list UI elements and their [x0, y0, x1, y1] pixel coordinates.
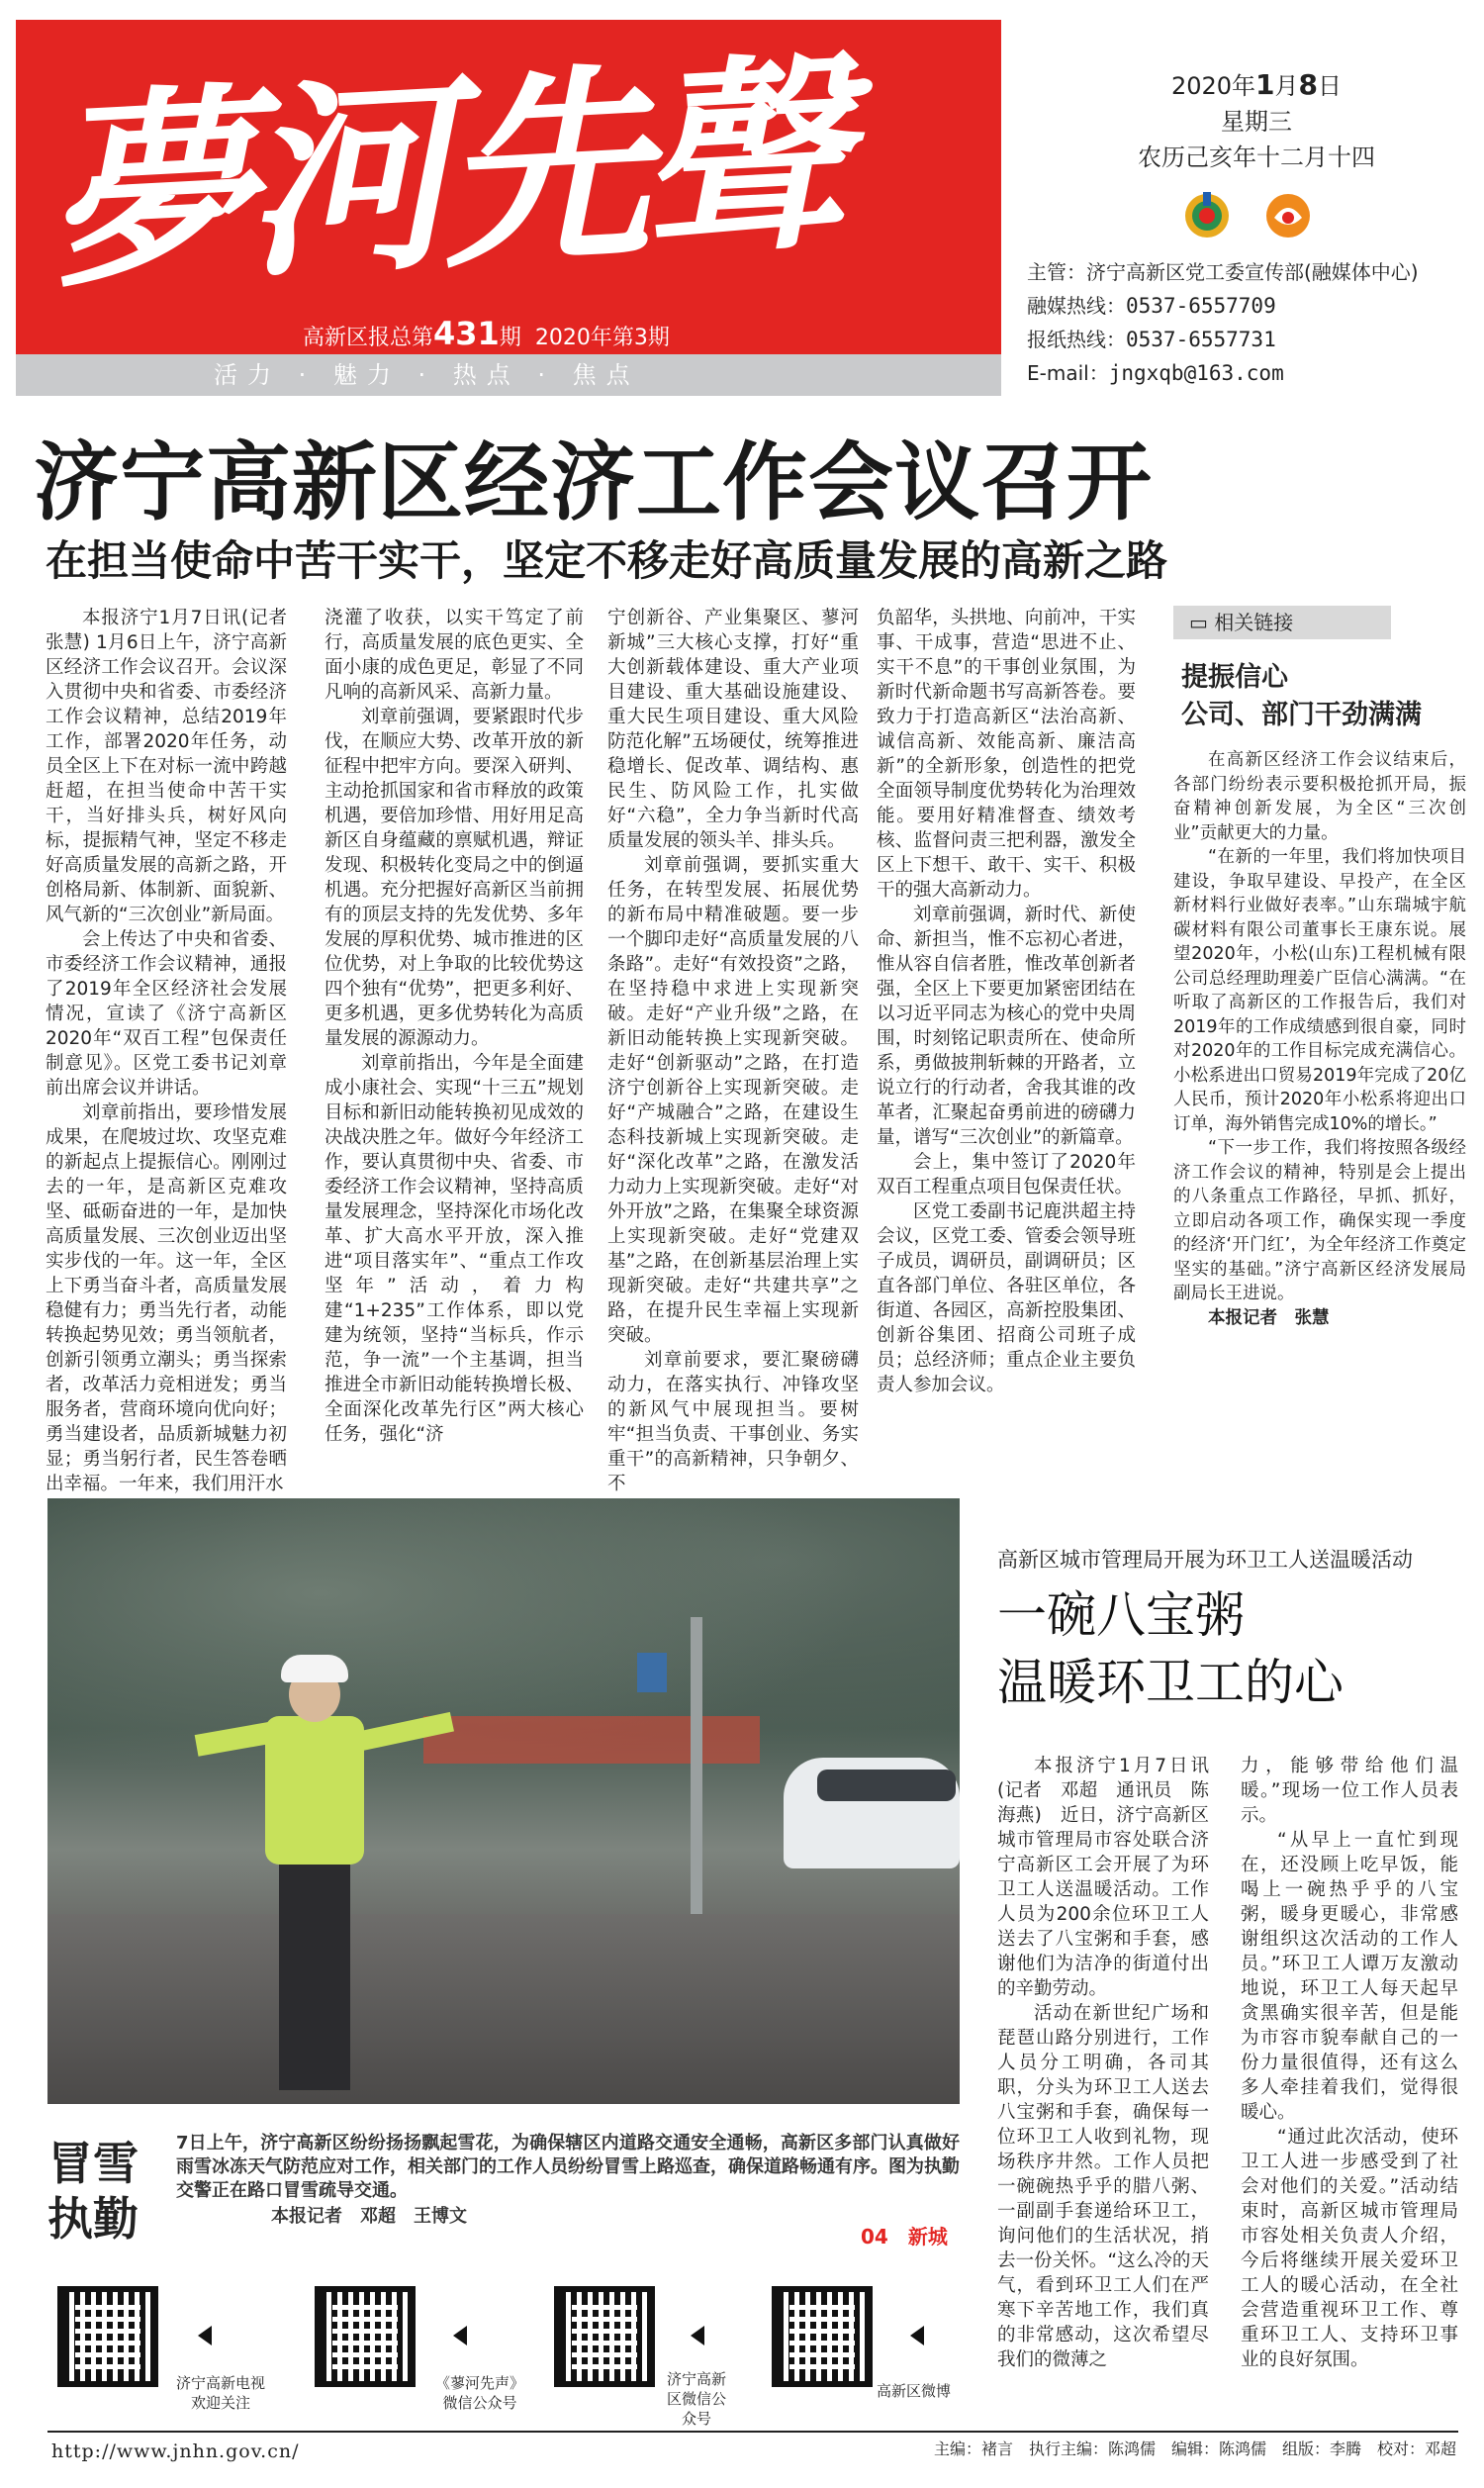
date-prefix: 2020年 — [1170, 72, 1256, 100]
qr-code-row — [47, 2286, 987, 2435]
issue-suffix: 期 — [499, 326, 521, 350]
qr-label-line: 微信公众号 — [442, 2394, 517, 2412]
related-paragraph: “下一步工作，我们将按照各级经济工作会议的精神，特别是会上提出的八条重点工作路径，早抓、抓好，立即启动各项工作，确保实现一季度的经济‘开门红’，为全年经济工作奠定坚实的基础。”济宁高新区经济发展局副局长王进说。 — [1173, 1138, 1466, 1303]
photo-road — [47, 1914, 960, 2104]
qr-label-line: 《蓼河先声》 — [435, 2374, 525, 2392]
story1-paragraph: 刘章前指出，今年是全面建成小康社会、实现“十三五”规划目标和新旧动能转换初见成效的决战决胜之年。做好今年经济工作，要认真贯彻中央、省委、市委经济工作会议精神，坚持高质量发展理念，坚持深化市场化改革、扩大高水平开放，深入推进“项目落实年”、“重点工作攻坚年”活动，着力构建“1+235”工作体系，即以党建为统领，坚持“当标兵，作示范，争一流”一个主基调，担当推进全市新旧动能转换增长极、全面深化改革先行区”两大核心任务，强化“济 — [325, 1053, 584, 1445]
editors-credit: 主编：褚言 执行主编：陈鸿儒 编辑：陈鸿儒 组版：李腾 校对：邓超 — [934, 2440, 1457, 2458]
related-byline: 本报记者 张慧 — [1208, 1307, 1330, 1328]
related-link-box — [1173, 606, 1466, 1358]
photo-byline: 本报记者 邓超 王博文 — [271, 2206, 467, 2227]
qr-label-line: 区微信公 — [667, 2390, 727, 2408]
photo-car — [784, 1758, 960, 1868]
story2-paragraph: 力，能够带给他们温暖。”现场一位工作人员表示。 — [1241, 1756, 1458, 1826]
photo-barrier — [423, 1716, 760, 1764]
photo-sign — [637, 1653, 667, 1692]
qr-label-line: 济宁高新电视 — [176, 2374, 266, 2392]
photo-label: 冒雪执勤 — [47, 2137, 139, 2246]
story1-column-2 — [325, 606, 584, 1445]
qr-code-icon[interactable] — [772, 2286, 873, 2387]
date-day-unit: 日 — [1318, 72, 1343, 100]
newspaper-title: 夢河先聲 — [40, 31, 843, 318]
story1-paragraph: 刘章前强调，新时代、新使命、新担当，惟不忘初心者进，惟从容自信者胜，惟改革创新者强，全区上下要更加紧密团结在以习近平同志为核心的党中央周围，时刻铭记职责所在、使命所系，勇做披荆斩棘的开路者，立说立行的行动者，舍我其谁的改革者，汇聚起奋勇前进的磅礴力量，谱写“三次创业”的新篇章。 — [877, 905, 1136, 1148]
story2-column-2 — [1241, 1754, 1458, 2370]
news-phone: 0537-6557731 — [1126, 328, 1276, 351]
media-center-logo-icon — [1266, 194, 1310, 238]
qr-label-line: 济宁高新 — [667, 2370, 727, 2388]
email-line — [1027, 356, 1419, 390]
story1-paragraph: 会上传达了中央和省委、市委经济工作会议精神，通报了2019年全区经济社会发展情况，宣读了《济宁高新区2020年“双百工程”包保责任制意见》。区党工委书记刘章前出席会议并讲话。 — [46, 929, 287, 1099]
qr-label — [435, 2373, 524, 2413]
story1-column-3 — [607, 606, 859, 1494]
story2-title — [997, 1581, 1344, 1716]
email-label: E-mail： — [1027, 361, 1109, 385]
pointer-icon — [910, 2326, 924, 2345]
related-paragraph: “在新的一年里，我们将加快项目建设，争取早建设、早投产，在全区新材料行业做好表率。”山东瑞城宇航碳材料有限公司董事长王康东说。展望2020年，小松(山东)工程机械有限公司总经理助理姜广臣信心满满。“在听取了高新区的工作报告后，我们对2019年的工作成绩感到很自豪，同时对2020年的工作目标完成充满信心。小松系进出口贸易2019年完成了20亿人民币，预计2020年小松系将迎出口订单，海外销售完成10%的增长。” — [1173, 847, 1466, 1134]
story1-paragraph: 刘章前要求，要汇聚磅礴动力，在落实执行、冲锋攻坚的新风气中展现担当。要树牢“担当负责、干事创业、务实重干”的高新精神，只争朝夕、不 — [607, 1350, 859, 1494]
caption-text: 7日上午，济宁高新区纷纷扬扬飘起雪花，为确保辖区内道路交通安全通畅，高新区多部门认真做好雨雪冰冻天气防范应对工作，相关部门的工作人员纷纷冒雪上路巡查，确保道路畅通有序。图为执勤交警正在路口冒雪疏导交通。 — [176, 2133, 960, 2201]
story2-paragraph: 活动在新世纪广场和琵琶山路分别进行，工作人员分工明确，各司其职，分头为环卫工人送去八宝粥和手套，确保每一位环卫工人收到礼物，现场秩序井然。工作人员把一碗碗热乎乎的腊八粥、一副副手套递给环卫工，询问他们的生活状况，捎去一份关怀。“这么冷的天气，看到环卫工人们在严寒下辛苦地工作，我们真的非常感动，这次希望尽我们的微薄之 — [997, 2003, 1209, 2370]
qr-code-icon[interactable] — [57, 2286, 158, 2387]
story2-title-line2: 温暖环卫工的心 — [997, 1654, 1344, 1711]
story1-column-4 — [877, 606, 1136, 1395]
footer-rule — [47, 2431, 1458, 2433]
slogan-bar: 活力 · 魅力 · 热点 · 焦点 — [16, 354, 1001, 396]
date-day: 8 — [1298, 68, 1319, 101]
qr-label-line: 众号 — [682, 2410, 712, 2428]
issue-year: 2020年第3期 — [534, 326, 670, 350]
contact-info — [1027, 255, 1419, 390]
email-value: jngxqb@163.com — [1108, 361, 1284, 385]
issue-prefix: 高新区报总第 — [303, 326, 434, 350]
media-label: 融媒热线： — [1027, 294, 1126, 318]
related-title-line1: 提振信心 — [1181, 662, 1288, 693]
issue-info — [303, 315, 670, 352]
pointer-icon — [691, 2326, 704, 2345]
pointer-icon — [453, 2326, 467, 2345]
story1-paragraph: 浇灌了收获，以实干笃定了前行，高质量发展的底色更实、全面小康的成色更足，彰显了不同凡响的高新风采、高新力量。 — [325, 608, 584, 703]
related-title — [1173, 659, 1466, 734]
date-block — [1108, 67, 1405, 175]
qr-label — [667, 2369, 726, 2429]
story2-paragraph: “通过此次活动，使环卫工人进一步感受到了社会对他们的关爱。”活动结束时，高新区城市管理局市容处相关负责人介绍，今后将继续开展关爱环卫工人的暖心活动，在全社会营造重视环卫工作、尊重环卫工人、支持环卫事业的良好氛围。 — [1241, 2127, 1458, 2370]
media-logos — [1177, 188, 1336, 243]
qr-label — [176, 2373, 265, 2413]
page-reference-link[interactable]: 04 新城 — [861, 2225, 948, 2249]
date-month-unit: 月 — [1274, 72, 1299, 100]
qr-code-icon[interactable] — [315, 2286, 416, 2387]
lunar-date: 农历己亥年十二月十四 — [1138, 144, 1375, 171]
story1-paragraph: 会上，集中签订了2020年双百工程重点项目包保责任状。 — [877, 1152, 1136, 1197]
photo-pole — [691, 1617, 702, 1944]
news-label: 报纸热线： — [1027, 328, 1126, 351]
qr-code-icon[interactable] — [554, 2286, 655, 2387]
related-paragraph: 在高新区经济工作会议结束后，各部门纷纷表示要积极抢抓开局，振奋精神创新发展，为全区“三次创业”贡献更大的力量。 — [1173, 750, 1466, 843]
story1-paragraph: 负韶华，头拱地、向前冲，干实事、干成事，营造“思进不止、实干不息”的干事创业氛围，为新时代新命题书写高新答卷。要致力于打造高新区“法治高新、诚信高新、效能高新、廉洁高新”的全新形象，创造性的把党全面领导制度优势转化为治理效能。要用好精准督查、绩效考核、监督问责三把利器，激发全区上下想干、敢干、实干、积极干的强大高新动力。 — [877, 608, 1136, 901]
sponsor-line — [1027, 255, 1419, 289]
issue-number: 431 — [433, 315, 500, 352]
sponsor-value: 济宁高新区党工委宣传部(融媒体中心) — [1086, 260, 1419, 284]
related-body — [1173, 748, 1466, 1330]
story2-column-1 — [997, 1754, 1209, 2370]
related-title-line2: 公司、部门干劲满满 — [1181, 700, 1422, 730]
website-link[interactable]: http://www.jnhn.gov.cn/ — [51, 2440, 300, 2462]
weekday: 星期三 — [1221, 108, 1292, 136]
traffic-officer — [255, 1647, 374, 2092]
story1-paragraph: 刘章前强调，要抓实重大任务，在转型发展、拓展优势的新布局中精准破题。要一步一个脚印走好“高质量发展的八条路”。走好“有效投资”之路，在坚持稳中求进上实现新突破。走好“产业升级”之路，在新旧动能转换上实现新突破。走好“创新驱动”之路，在打造济宁创新谷上实现新突破。走好“产城融合”之路，在建设生态科技新城上实现新突破。走好“深化改革”之路，在激发活力动力上实现新突破。走好“对外开放”之路，在集聚全球资源上实现新突破。走好“党建双基”之路，在创新基层治理上实现新突破。走好“共建共享”之路，在提升民生幸福上实现新突破。 — [607, 855, 859, 1346]
media-hotline — [1027, 289, 1419, 323]
qr-label-line: 高新区微博 — [877, 2382, 952, 2400]
story1-column-1 — [46, 606, 287, 1494]
media-phone: 0537-6557709 — [1126, 294, 1276, 318]
story1-paragraph: 区党工委副书记鹿洪超主持会议，区党工委、管委会领导班子成员，调研员，副调研员；区直各部门单位、各驻区单位，各街道、各园区，高新控股集团、创新谷集团、招商公司班子成员；总经济师；重点企业主要负责人参加会议。 — [877, 1201, 1136, 1395]
pointer-icon — [198, 2326, 212, 2345]
photo-caption — [176, 2132, 960, 2229]
sponsor-label: 主管： — [1027, 260, 1086, 284]
link-icon: ▭ — [1189, 611, 1208, 634]
story1-paragraph: 刘章前强调，要紧跟时代步伐，在顺应大势、改革开放的新征程中把牢方向。要深入研判、主动抢抓国家和省市释放的政策机遇，要倍加珍惜、用好用足高新区自身蕴藏的禀赋机遇，辩证发现、积极转化变局之中的倒逼机遇。充分把握好高新区当前拥有的顶层支持的先发优势、多年发展的厚积优势、城市推进的区位优势，对上争取的比较优势这四个独有“优势”，把更多利好、更多机遇，更多优势转化为高质量发展的源源动力。 — [325, 707, 584, 1049]
story1-paragraph: 宁创新谷、产业集聚区、蓼河新城”三大核心支撑，打好“重大创新载体建设、重大产业项目建设、重大基础设施建设、重大民生项目建设、重大风险防范化解”五场硬仗，统筹推进稳增长、促改革、调结构、惠民生、防风险工作，扎实做好“六稳”，全力争当新时代高质量发展的领头羊、排头兵。 — [607, 608, 859, 851]
related-tag — [1173, 606, 1391, 639]
qr-label — [877, 2381, 951, 2401]
story2-paragraph: 本报济宁1月7日讯(记者 邓超 通讯员 陈海燕) 近日，济宁高新区城市管理局市容处联合济宁高新区工会开展了为环卫工人送温暖活动。工作人员为200余位环卫工人送去了八宝粥和手套，感谢他们为洁净的街道付出的辛勤劳动。 — [997, 1756, 1209, 1999]
story2-kicker: 高新区城市管理局开展为环卫工人送温暖活动 — [997, 1548, 1413, 1572]
story2-title-line1: 一碗八宝粥 — [997, 1586, 1245, 1644]
story1-paragraph: 刘章前指出，要珍惜发展成果，在爬坡过坎、攻坚克难的新起点上提振信心。刚刚过去的一年，是高新区克难攻坚、砥砺奋进的一年，是加快高质量发展、三次创业迈出坚实步伐的一年。这一年，全区上下勇当奋斗者，高质量发展稳健有力；勇当先行者，动能转换起势见效；勇当领航者，创新引领勇立潮头；勇当探索者，改革活力竞相迸发；勇当服务者，营商环境向优向好；勇当建设者，品质新城魅力初显；勇当躬行者，民生答卷晒出幸福。一年来，我们用汗水 — [46, 1102, 287, 1494]
news-hotline — [1027, 323, 1419, 356]
sub-headline: 在担当使命中苦干实干，坚定不移走好高质量发展的高新之路 — [46, 536, 1168, 585]
snow-duty-photo — [47, 1498, 960, 2104]
story2-paragraph: “从早上一直忙到现在，还没顾上吃早饭，能喝上一碗热乎乎的八宝粥，暖身更暖心，非常感谢组织这次活动的工作人员。”环卫工人谭万友激动地说，环卫工人每天起早贪黑确实很辛苦，但是能为市容市貌奉献自己的一份力量很值得，还有这么多人牵挂着我们，觉得很暖心。 — [1241, 1830, 1458, 2123]
main-headline: 济宁高新区经济工作会议召开 — [34, 433, 1153, 532]
date-line — [1108, 67, 1405, 104]
date-month: 1 — [1255, 68, 1275, 101]
story1-paragraph: 本报济宁1月7日讯(记者 张慧) 1月6日上午，济宁高新区经济工作会议召开。会议深入贯彻中央和省委、市委经济工作会议精神，总结2019年工作，部署2020年任务，动员全区上下在对标一流中跨越赶超，在担当使命中苦干实干，当好排头兵，树好风向标，提振精气神，坚定不移走好高质量发展的高新之路，开创格局新、体制新、面貌新、风气新的“三次创业”新局面。 — [46, 608, 287, 925]
qr-label-line: 欢迎关注 — [191, 2394, 251, 2412]
related-tag-label: 相关链接 — [1214, 611, 1294, 634]
district-logo-icon — [1185, 192, 1229, 238]
masthead — [16, 20, 1001, 389]
